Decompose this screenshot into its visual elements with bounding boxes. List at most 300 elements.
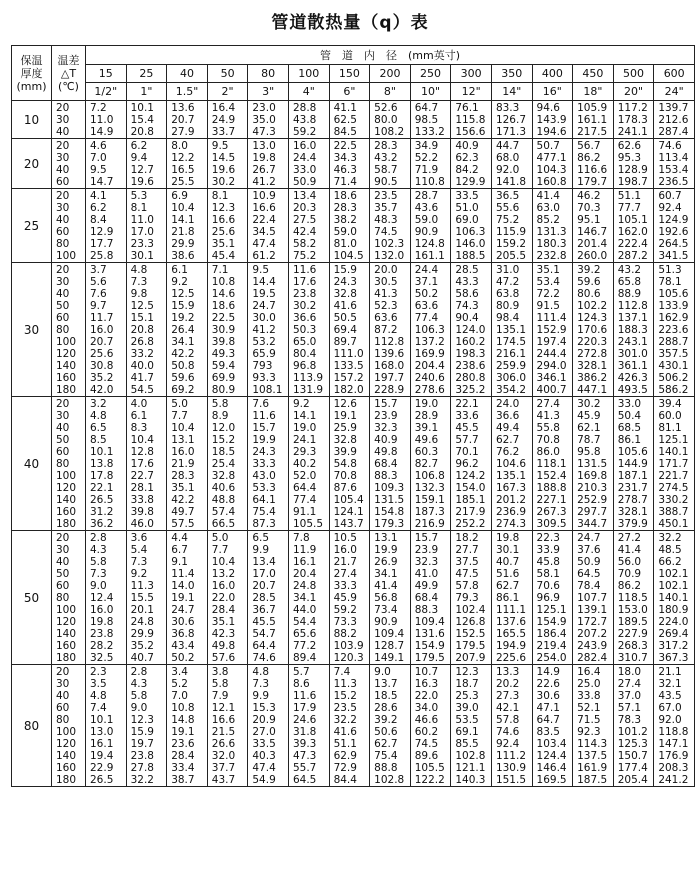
heat-loss-value: 25.9 bbox=[333, 422, 357, 434]
heat-loss-value: 107.7 bbox=[577, 592, 608, 604]
heat-loss-column bbox=[207, 397, 248, 531]
heat-loss-value: 126.7 bbox=[495, 114, 526, 126]
heat-loss-value: 80.9 bbox=[495, 300, 520, 312]
heat-loss-value: 116.6 bbox=[577, 164, 608, 176]
heat-loss-value: 14.9 bbox=[90, 126, 114, 138]
heat-loss-value: 63.6 bbox=[414, 300, 439, 312]
heat-loss-value: 88.8 bbox=[374, 762, 398, 774]
heat-loss-value: 137.5 bbox=[577, 750, 608, 762]
heat-loss-value: 269.4 bbox=[658, 628, 689, 640]
heat-loss-value: 66.2 bbox=[658, 556, 682, 568]
heat-loss-value: 140.1 bbox=[658, 592, 689, 604]
pipe-size-inch: 12" bbox=[451, 83, 492, 101]
heat-loss-value: 96.8 bbox=[292, 360, 317, 372]
heat-loss-value: 4.4 bbox=[171, 532, 188, 544]
heat-loss-value: 169.8 bbox=[577, 470, 608, 482]
temperature-diff-value: 160 bbox=[56, 640, 77, 652]
heat-loss-value: 170.6 bbox=[577, 324, 608, 336]
heat-loss-value: 8.6 bbox=[292, 678, 310, 690]
heat-loss-value: 72.2 bbox=[536, 288, 560, 300]
heat-loss-value: 361.1 bbox=[617, 360, 648, 372]
heat-loss-value: 287.2 bbox=[617, 250, 648, 262]
heat-loss-value: 78.3 bbox=[617, 714, 642, 726]
heat-loss-value: 6.1 bbox=[171, 264, 188, 276]
pipe-size-inch: 18" bbox=[573, 83, 614, 101]
heat-loss-value: 124.4 bbox=[536, 750, 567, 762]
heat-loss-value: 278.7 bbox=[617, 494, 648, 506]
heat-loss-value: 46.0 bbox=[130, 518, 154, 530]
heat-loss-column bbox=[86, 139, 127, 189]
heat-loss-column bbox=[329, 263, 370, 397]
temperature-diff-value: 140 bbox=[56, 750, 77, 762]
heat-loss-column bbox=[613, 189, 654, 263]
heat-loss-value: 62.5 bbox=[333, 114, 357, 126]
heat-loss-value: 48.8 bbox=[211, 494, 236, 506]
heat-loss-value: 75.2 bbox=[495, 214, 520, 226]
heat-loss-value: 36.6 bbox=[495, 410, 520, 422]
heat-loss-value: 37.5 bbox=[455, 556, 479, 568]
heat-loss-value: 71.5 bbox=[577, 714, 601, 726]
heat-loss-value: 37.0 bbox=[617, 690, 642, 702]
heat-loss-value: 59.6 bbox=[171, 372, 195, 384]
heat-loss-value: 7.1 bbox=[211, 264, 229, 276]
heat-loss-value: 182.0 bbox=[333, 384, 364, 396]
heat-loss-value: 112.8 bbox=[374, 336, 405, 348]
heat-loss-value: 7.7 bbox=[171, 410, 188, 422]
heat-loss-value: 75.2 bbox=[292, 250, 317, 262]
heat-loss-value: 57.5 bbox=[171, 518, 195, 530]
temperature-diff-value: 80 bbox=[56, 458, 70, 470]
heat-loss-value: 83.3 bbox=[495, 102, 520, 114]
heat-loss-value: 96.2 bbox=[455, 458, 479, 470]
heat-loss-value: 28.7 bbox=[414, 190, 439, 202]
heat-loss-value: 9.7 bbox=[90, 300, 107, 312]
heat-loss-value: 62.9 bbox=[333, 750, 357, 762]
heat-loss-value: 187.1 bbox=[617, 470, 648, 482]
heat-loss-value: 306.0 bbox=[495, 372, 526, 384]
heat-loss-value: 19.0 bbox=[292, 422, 317, 434]
temperature-diff-column bbox=[52, 189, 86, 263]
heat-loss-value: 33.0 bbox=[292, 164, 317, 176]
heat-loss-value: 26.5 bbox=[90, 774, 114, 786]
heat-loss-value: 23.5 bbox=[374, 190, 398, 202]
heat-loss-value: 47.4 bbox=[252, 238, 276, 250]
heat-loss-value: 35.2 bbox=[90, 372, 114, 384]
temperature-diff-value: 40 bbox=[56, 126, 70, 138]
thickness-group-row bbox=[12, 101, 695, 139]
heat-loss-value: 11.9 bbox=[292, 544, 317, 556]
heat-loss-value: 201.2 bbox=[495, 494, 526, 506]
heat-loss-value: 174.5 bbox=[495, 336, 526, 348]
heat-loss-value: 20.7 bbox=[252, 580, 276, 592]
heat-loss-value: 71.4 bbox=[333, 176, 357, 188]
temperature-diff-value: 50 bbox=[56, 300, 70, 312]
heat-loss-value: 53.5 bbox=[455, 714, 479, 726]
heat-loss-value: 76.1 bbox=[455, 102, 479, 114]
heat-loss-value: 154.9 bbox=[536, 616, 567, 628]
heat-loss-value: 52.1 bbox=[577, 702, 601, 714]
heat-loss-value: 27.3 bbox=[495, 690, 520, 702]
heat-loss-value: 106.3 bbox=[455, 226, 486, 238]
heat-loss-value: 43.2 bbox=[374, 152, 398, 164]
heat-loss-value: 367.3 bbox=[658, 652, 689, 664]
heat-loss-value: 20.7 bbox=[171, 114, 195, 126]
heat-loss-value: 31.0 bbox=[495, 264, 520, 276]
heat-loss-value: 35.1 bbox=[211, 616, 236, 628]
heat-loss-value: 133.2 bbox=[414, 126, 445, 138]
heat-loss-value: 25.4 bbox=[211, 458, 236, 470]
heat-loss-value: 7.0 bbox=[171, 690, 188, 702]
heat-loss-value: 109.3 bbox=[374, 482, 405, 494]
heat-loss-value: 87.2 bbox=[374, 324, 398, 336]
heat-loss-value: 8.4 bbox=[90, 214, 107, 226]
heat-loss-value: 54.7 bbox=[252, 628, 276, 640]
heat-loss-value: 147.1 bbox=[658, 738, 689, 750]
heat-loss-value: 41.4 bbox=[536, 190, 560, 202]
temperature-diff-value: 180 bbox=[56, 384, 77, 396]
pipe-size-inch: 20" bbox=[613, 83, 654, 101]
heat-loss-value: 60.0 bbox=[658, 410, 682, 422]
heat-loss-value: 50.7 bbox=[536, 140, 560, 152]
heat-loss-value: 140.1 bbox=[658, 446, 689, 458]
heat-loss-value: 91.1 bbox=[292, 506, 317, 518]
heat-loss-value: 64.5 bbox=[577, 568, 601, 580]
heat-loss-value: 11.3 bbox=[130, 580, 154, 592]
heat-loss-value: 78.7 bbox=[577, 434, 601, 446]
heat-loss-value: 19.2 bbox=[171, 312, 195, 324]
heat-loss-value: 238.6 bbox=[455, 360, 486, 372]
heat-loss-value: 102.8 bbox=[374, 774, 405, 786]
heat-loss-value: 152.9 bbox=[536, 324, 567, 336]
heat-loss-value: 41.0 bbox=[414, 568, 439, 580]
heat-loss-value: 19.0 bbox=[414, 398, 439, 410]
header-line: (mm) bbox=[16, 79, 47, 93]
heat-loss-column bbox=[532, 665, 573, 787]
heat-loss-value: 25.5 bbox=[171, 176, 195, 188]
heat-loss-value: 3.5 bbox=[90, 678, 107, 690]
heat-loss-value: 77.4 bbox=[414, 312, 439, 324]
heat-loss-value: 131.3 bbox=[536, 226, 567, 238]
heat-loss-value: 90.5 bbox=[374, 176, 398, 188]
heat-loss-value: 49.9 bbox=[414, 580, 439, 592]
heat-loss-column bbox=[126, 263, 167, 397]
heat-loss-value: 13.0 bbox=[90, 726, 114, 738]
heat-loss-column bbox=[451, 665, 492, 787]
heat-loss-value: 69.2 bbox=[171, 384, 195, 396]
heat-loss-value: 45.4 bbox=[211, 250, 236, 262]
heat-loss-value: 24.8 bbox=[130, 616, 154, 628]
heat-loss-value: 241.1 bbox=[617, 126, 648, 138]
heat-loss-column bbox=[532, 531, 573, 665]
heat-loss-column bbox=[491, 189, 532, 263]
heat-loss-value: 84.5 bbox=[333, 126, 357, 138]
heat-loss-value: 3.4 bbox=[171, 666, 188, 678]
heat-loss-value: 168.0 bbox=[374, 360, 405, 372]
heat-loss-value: 90.9 bbox=[374, 616, 398, 628]
heat-loss-value: 19.6 bbox=[130, 176, 154, 188]
heat-loss-column bbox=[491, 139, 532, 189]
heat-loss-value: 379.9 bbox=[617, 518, 648, 530]
heat-loss-value: 259.9 bbox=[495, 360, 526, 372]
heat-loss-value: 328.1 bbox=[577, 360, 608, 372]
heat-loss-value: 86.1 bbox=[495, 592, 520, 604]
heat-loss-value: 89.7 bbox=[333, 336, 357, 348]
heat-loss-value: 55.6 bbox=[495, 202, 520, 214]
heat-loss-value: 104.3 bbox=[536, 164, 567, 176]
heat-loss-value: 204.4 bbox=[414, 360, 445, 372]
heat-loss-value: 16.0 bbox=[211, 580, 236, 592]
heat-loss-value: 149.1 bbox=[374, 652, 405, 664]
heat-loss-column bbox=[288, 397, 329, 531]
heat-loss-value: 105.6 bbox=[617, 446, 648, 458]
heat-loss-value: 16.0 bbox=[90, 604, 114, 616]
pipe-size-inch: 16" bbox=[532, 83, 573, 101]
heat-loss-value: 24.7 bbox=[577, 532, 601, 544]
heat-loss-value: 47.3 bbox=[292, 750, 317, 762]
heat-loss-value: 111.1 bbox=[495, 604, 526, 616]
heat-loss-value: 42.2 bbox=[171, 494, 195, 506]
temperature-diff-value: 80 bbox=[56, 324, 70, 336]
heat-loss-value: 33.9 bbox=[536, 544, 560, 556]
heat-loss-value: 297.7 bbox=[577, 506, 608, 518]
heat-loss-value: 12.3 bbox=[130, 714, 154, 726]
heat-loss-column bbox=[248, 263, 289, 397]
heat-loss-value: 49.8 bbox=[211, 640, 236, 652]
heat-loss-value: 187.3 bbox=[414, 506, 445, 518]
heat-loss-value: 33.5 bbox=[252, 738, 276, 750]
heat-loss-value: 24.1 bbox=[292, 434, 317, 446]
heat-loss-value: 58.1 bbox=[536, 568, 560, 580]
heat-loss-value: 43.8 bbox=[292, 114, 317, 126]
heat-loss-value: 9.9 bbox=[252, 544, 270, 556]
heat-loss-value: 77.2 bbox=[292, 640, 317, 652]
heat-loss-value: 7.3 bbox=[130, 556, 148, 568]
heat-loss-value: 69.4 bbox=[333, 324, 357, 336]
heat-loss-value: 30.8 bbox=[90, 360, 114, 372]
heat-loss-value: 5.8 bbox=[211, 398, 229, 410]
heat-loss-value: 141.8 bbox=[495, 176, 526, 188]
heat-loss-value: 15.9 bbox=[130, 726, 154, 738]
table-body bbox=[12, 101, 695, 787]
heat-loss-value: 36.8 bbox=[171, 628, 195, 640]
heat-loss-value: 20.0 bbox=[374, 264, 398, 276]
temperature-diff-value: 20 bbox=[56, 264, 70, 276]
heat-loss-value: 87.6 bbox=[333, 482, 357, 494]
heat-loss-value: 131.6 bbox=[414, 628, 445, 640]
heat-loss-value: 5.6 bbox=[90, 276, 107, 288]
heat-loss-value: 132.3 bbox=[414, 482, 445, 494]
heat-loss-value: 106.8 bbox=[414, 470, 445, 482]
temperature-diff-column bbox=[52, 101, 86, 139]
heat-loss-value: 30.0 bbox=[252, 312, 276, 324]
heat-loss-value: 88.2 bbox=[333, 628, 357, 640]
heat-loss-column bbox=[248, 101, 289, 139]
heat-loss-value: 15.3 bbox=[252, 702, 276, 714]
heat-loss-value: 7.7 bbox=[211, 544, 229, 556]
heat-loss-value: 185.1 bbox=[455, 494, 486, 506]
thickness-group-row bbox=[12, 263, 695, 397]
temperature-diff-value: 160 bbox=[56, 372, 77, 384]
heat-loss-value: 23.0 bbox=[252, 102, 276, 114]
heat-loss-value: 137.2 bbox=[414, 336, 445, 348]
heat-loss-value: 124.3 bbox=[577, 312, 608, 324]
heat-loss-value: 14.6 bbox=[211, 288, 236, 300]
heat-loss-value: 43.4 bbox=[171, 640, 195, 652]
pipe-size-mm-row bbox=[12, 65, 695, 83]
heat-loss-column bbox=[248, 665, 289, 787]
heat-loss-value: 188.8 bbox=[536, 482, 567, 494]
temperature-diff-column bbox=[52, 531, 86, 665]
heat-loss-value: 4.6 bbox=[90, 140, 107, 152]
heat-loss-column bbox=[167, 397, 208, 531]
heat-loss-value: 13.4 bbox=[292, 190, 317, 202]
heat-loss-value: 37.7 bbox=[211, 762, 236, 774]
heat-loss-value: 62.7 bbox=[374, 738, 398, 750]
heat-loss-value: 232.8 bbox=[536, 250, 567, 262]
heat-loss-column bbox=[370, 101, 411, 139]
temperature-diff-value: 30 bbox=[56, 544, 70, 556]
heat-loss-value: 108.2 bbox=[374, 126, 405, 138]
heat-loss-value: 74.6 bbox=[252, 652, 276, 664]
heat-loss-value: 48.3 bbox=[374, 214, 398, 226]
thickness-group-row bbox=[12, 665, 695, 787]
heat-loss-value: 152.4 bbox=[536, 470, 567, 482]
heat-loss-value: 65.6 bbox=[292, 628, 317, 640]
heat-loss-value: 61.2 bbox=[252, 250, 276, 262]
heat-loss-value: 10.9 bbox=[252, 190, 276, 202]
heat-loss-value: 87.3 bbox=[252, 518, 276, 530]
heat-loss-value: 25.8 bbox=[90, 250, 114, 262]
heat-loss-column bbox=[451, 101, 492, 139]
heat-loss-value: 104.6 bbox=[495, 458, 526, 470]
heat-loss-value: 28.3 bbox=[171, 470, 195, 482]
heat-loss-value: 72.9 bbox=[333, 762, 357, 774]
heat-loss-value: 19.9 bbox=[374, 544, 398, 556]
heat-loss-value: 12.6 bbox=[333, 398, 357, 410]
heat-loss-value: 171.3 bbox=[495, 126, 526, 138]
heat-loss-column bbox=[167, 101, 208, 139]
heat-loss-value: 15.7 bbox=[374, 398, 398, 410]
heat-loss-value: 139.7 bbox=[658, 102, 689, 114]
temperature-diff-value: 40 bbox=[56, 164, 70, 176]
heat-loss-value: 19.1 bbox=[333, 410, 357, 422]
heat-loss-column bbox=[167, 531, 208, 665]
heat-loss-value: 5.8 bbox=[130, 690, 148, 702]
heat-loss-value: 32.2 bbox=[658, 532, 682, 544]
temperature-diff-value: 60 bbox=[56, 226, 70, 238]
heat-loss-value: 159.1 bbox=[414, 494, 445, 506]
heat-loss-value: 102.1 bbox=[658, 580, 689, 592]
heat-loss-value: 6.5 bbox=[252, 532, 270, 544]
heat-loss-value: 13.1 bbox=[171, 434, 195, 446]
heat-loss-value: 28.4 bbox=[211, 604, 236, 616]
heat-loss-value: 80.4 bbox=[292, 348, 317, 360]
temperature-diff-value: 160 bbox=[56, 762, 77, 774]
heat-loss-value: 19.5 bbox=[252, 288, 276, 300]
heat-loss-value: 208.3 bbox=[658, 762, 689, 774]
heat-loss-value: 47.4 bbox=[252, 762, 276, 774]
heat-loss-value: 86.0 bbox=[536, 446, 560, 458]
heat-loss-value: 153.4 bbox=[658, 164, 689, 176]
heat-loss-value: 13.8 bbox=[90, 458, 114, 470]
temperature-diff-value: 120 bbox=[56, 738, 77, 750]
heat-loss-value: 11.0 bbox=[90, 114, 114, 126]
thickness-group-row bbox=[12, 189, 695, 263]
heat-loss-value: 16.0 bbox=[171, 446, 195, 458]
header-line: (℃) bbox=[58, 79, 79, 93]
thickness-group-row bbox=[12, 397, 695, 531]
heat-loss-column bbox=[573, 263, 614, 397]
heat-loss-column bbox=[451, 189, 492, 263]
heat-loss-column bbox=[654, 139, 695, 189]
heat-loss-value: 23.8 bbox=[292, 288, 317, 300]
heat-loss-value: 12.9 bbox=[90, 226, 114, 238]
heat-loss-value: 50.6 bbox=[374, 726, 398, 738]
heat-loss-value: 32.8 bbox=[333, 288, 357, 300]
heat-loss-value: 56.8 bbox=[374, 592, 398, 604]
heat-loss-column bbox=[248, 139, 289, 189]
header-line: 保温 bbox=[20, 53, 43, 67]
heat-loss-value: 29.9 bbox=[130, 628, 154, 640]
heat-loss-value: 231.7 bbox=[617, 482, 648, 494]
heat-loss-value: 38.7 bbox=[171, 774, 195, 786]
heat-loss-column bbox=[288, 101, 329, 139]
heat-loss-column bbox=[491, 263, 532, 397]
heat-loss-value: 64.5 bbox=[292, 774, 317, 786]
heat-loss-value: 86.1 bbox=[617, 434, 642, 446]
pipe-size-inch: 1/2" bbox=[86, 83, 127, 101]
heat-loss-value: 189.5 bbox=[617, 616, 648, 628]
heat-loss-value: 10.4 bbox=[171, 422, 195, 434]
heat-loss-value: 45.5 bbox=[252, 616, 276, 628]
heat-loss-value: 15.4 bbox=[130, 114, 154, 126]
heat-loss-value: 34.3 bbox=[333, 152, 357, 164]
temperature-diff-value: 140 bbox=[56, 494, 77, 506]
temperature-diff-value: 20 bbox=[56, 666, 70, 678]
heat-loss-value: 244.4 bbox=[536, 348, 567, 360]
heat-loss-column bbox=[370, 397, 411, 531]
temperature-diff-value: 180 bbox=[56, 518, 77, 530]
pipe-size-mm: 150 bbox=[329, 65, 370, 83]
thickness-label: 80 bbox=[12, 665, 52, 787]
heat-loss-value: 109.4 bbox=[414, 616, 445, 628]
heat-loss-value: 92.4 bbox=[495, 738, 520, 750]
heat-loss-column bbox=[410, 139, 451, 189]
heat-loss-value: 75.4 bbox=[252, 506, 276, 518]
heat-loss-value: 16.3 bbox=[414, 678, 439, 690]
heat-loss-value: 80.0 bbox=[374, 114, 398, 126]
heat-loss-value: 243.9 bbox=[577, 640, 608, 652]
heat-loss-value: 92.3 bbox=[577, 726, 601, 738]
heat-loss-value: 186.4 bbox=[536, 628, 567, 640]
heat-loss-value: 217.9 bbox=[455, 506, 486, 518]
temperature-diff-value: 40 bbox=[56, 422, 70, 434]
heat-loss-value: 23.9 bbox=[414, 544, 439, 556]
heat-loss-value: 35.1 bbox=[211, 238, 236, 250]
heat-loss-value: 9.2 bbox=[130, 568, 148, 580]
heat-loss-value: 37.6 bbox=[577, 544, 601, 556]
heat-loss-value: 24.7 bbox=[171, 604, 195, 616]
heat-loss-value: 51.0 bbox=[455, 202, 479, 214]
heat-loss-value: 24.4 bbox=[292, 152, 317, 164]
heat-loss-value: 13.1 bbox=[374, 532, 398, 544]
heat-loss-column bbox=[573, 189, 614, 263]
heat-loss-value: 20.1 bbox=[130, 604, 154, 616]
thickness-label: 30 bbox=[12, 263, 52, 397]
heat-loss-value: 43.3 bbox=[455, 276, 479, 288]
heat-loss-value: 118.5 bbox=[617, 592, 648, 604]
heat-loss-value: 450.1 bbox=[658, 518, 689, 530]
